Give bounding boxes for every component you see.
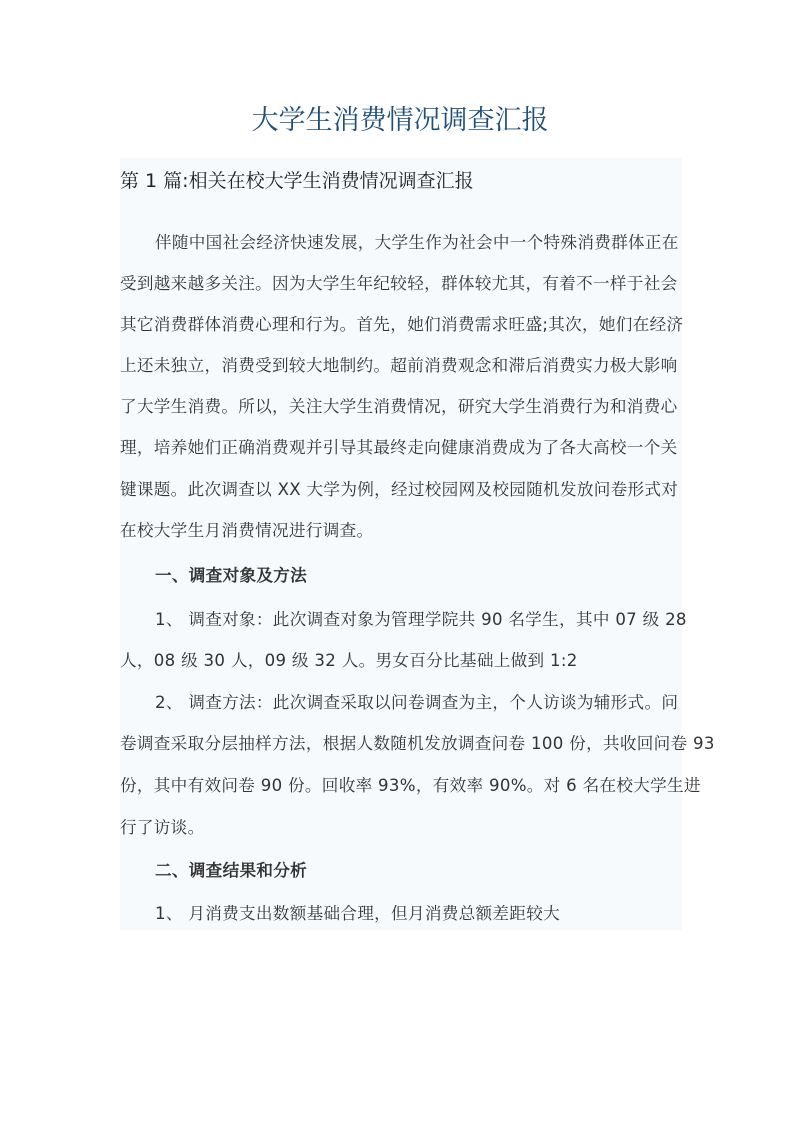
- paragraph-line: 理，培养她们正确消费观并引导其最终走向健康消费成为了各大高校一个关: [120, 438, 678, 457]
- paragraph-line: 键课题。此次调查以 XX 大学为例，经过校园网及校园随机发放问卷形式对: [120, 480, 679, 499]
- paragraph-line: 上还未独立，消费受到较大地制约。超前消费观念和滞后消费实力极大影响: [120, 356, 678, 375]
- section-heading: 一、调查对象及方法: [155, 566, 308, 585]
- section-heading: 二、调查结果和分析: [155, 861, 308, 880]
- paragraph-line: 1、 调查对象：此次调查对象为管理学院共 90 名学生，其中 07 级 28: [155, 610, 687, 629]
- paragraph-line: 行了访谈。: [120, 818, 205, 837]
- paragraph-line: 2、 调查方法：此次调查采取以问卷调查为主，个人访谈为辅形式。问: [155, 693, 679, 712]
- paragraph-line: 了大学生消费。所以，关注大学生消费情况，研究大学生消费行为和消费心: [120, 397, 678, 416]
- document-title: 大学生消费情况调查汇报: [251, 105, 549, 136]
- paragraph-line: 伴随中国社会经济快速发展，大学生作为社会中一个特殊消费群体正在: [155, 233, 679, 252]
- paragraph-line: 1、 月消费支出数额基础合理，但月消费总额差距较大: [155, 904, 560, 923]
- paragraph-line: 人，08 级 30 人，09 级 32 人。男女百分比基础上做到 1:2: [120, 651, 578, 670]
- paragraph-line: 份，其中有效问卷 90 份。回收率 93%，有效率 90%。对 6 名在校大学生进: [120, 776, 701, 795]
- section-title: 第 1 篇:相关在校大学生消费情况调查汇报: [120, 170, 474, 192]
- paragraph-line: 受到越来越多关注。因为大学生年纪较轻，群体较尤其，有着不一样于社会: [120, 274, 678, 293]
- paragraph-line: 卷调查采取分层抽样方法，根据人数随机发放调查问卷 100 份，共收回问卷 93: [120, 734, 715, 753]
- paragraph-line: 在校大学生月消费情况进行调查。: [120, 521, 374, 540]
- paragraph-line: 其它消费群体消费心理和行为。首先，她们消费需求旺盛;其次，她们在经济: [120, 315, 684, 334]
